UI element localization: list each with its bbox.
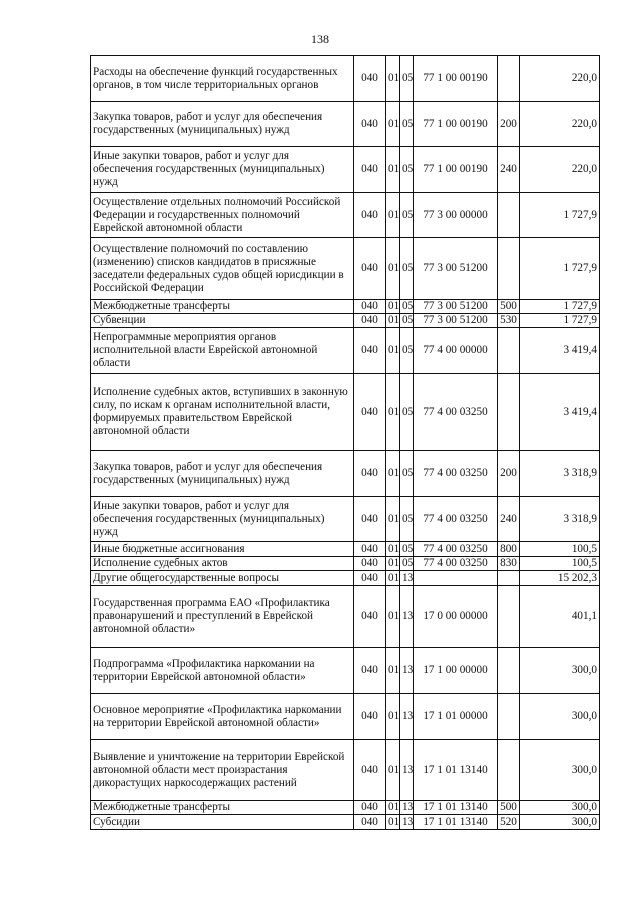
row-name-cell: Межбюджетные трансферты	[91, 801, 354, 815]
table-row	[91, 801, 600, 815]
row-admin-code-cell: 040	[354, 102, 386, 147]
row-expense-type-cell: 240	[498, 147, 520, 193]
row-admin-code-cell: 040	[354, 193, 386, 238]
table-row	[91, 557, 600, 571]
table-row	[91, 193, 600, 238]
row-target-article-cell: 77 1 00 00190	[414, 56, 498, 102]
row-admin-code-cell: 040	[354, 740, 386, 801]
row-subsection-cell: 13	[400, 740, 414, 801]
row-expense-type-cell	[498, 648, 520, 694]
row-amount-cell: 300,0	[520, 801, 600, 815]
row-target-article-cell: 77 3 00 51200	[414, 238, 498, 300]
table-row	[91, 451, 600, 497]
row-name-cell: Государственная программа ЕАО «Профилактика правонарушений и преступлений в Еврейской автономной области»	[91, 586, 354, 648]
table-row	[91, 238, 600, 300]
row-expense-type-cell: 200	[498, 451, 520, 497]
row-amount-cell: 300,0	[520, 740, 600, 801]
row-section-cell: 01	[386, 328, 400, 374]
table-row	[91, 497, 600, 542]
row-target-article-cell: 77 4 00 00000	[414, 328, 498, 374]
row-admin-code-cell: 040	[354, 801, 386, 815]
row-subsection-cell: 13	[400, 694, 414, 740]
row-target-article-cell: 17 1 00 00000	[414, 648, 498, 694]
row-admin-code-cell: 040	[354, 557, 386, 571]
row-subsection-cell: 05	[400, 56, 414, 102]
row-admin-code-cell: 040	[354, 497, 386, 542]
row-subsection-cell: 05	[400, 451, 414, 497]
row-amount-cell: 3 419,4	[520, 328, 600, 374]
row-target-article-cell: 17 1 01 00000	[414, 694, 498, 740]
page-number: 138	[311, 32, 329, 46]
row-admin-code-cell: 040	[354, 56, 386, 102]
row-expense-type-cell: 830	[498, 557, 520, 571]
table-row	[91, 815, 600, 830]
row-subsection-cell: 05	[400, 238, 414, 300]
row-section-cell: 01	[386, 801, 400, 815]
row-name-cell: Непрограммные мероприятия органов исполнительной власти Еврейской автономной области	[91, 328, 354, 374]
row-amount-cell: 220,0	[520, 56, 600, 102]
row-amount-cell: 100,5	[520, 557, 600, 571]
row-name-cell: Другие общегосударственные вопросы	[91, 571, 354, 586]
row-amount-cell: 100,5	[520, 542, 600, 557]
row-section-cell: 01	[386, 740, 400, 801]
table-row	[91, 740, 600, 801]
row-admin-code-cell: 040	[354, 238, 386, 300]
row-name-cell: Исполнение судебных актов	[91, 557, 354, 571]
row-subsection-cell: 05	[400, 542, 414, 557]
row-target-article-cell: 77 1 00 00190	[414, 102, 498, 147]
row-subsection-cell: 05	[400, 193, 414, 238]
row-expense-type-cell	[498, 586, 520, 648]
row-amount-cell: 1 727,9	[520, 314, 600, 328]
row-subsection-cell: 13	[400, 571, 414, 586]
row-subsection-cell: 05	[400, 314, 414, 328]
table-row	[91, 586, 600, 648]
row-subsection-cell: 05	[400, 374, 414, 451]
row-name-cell: Субсидии	[91, 815, 354, 830]
row-section-cell: 01	[386, 102, 400, 147]
row-name-cell: Субвенции	[91, 314, 354, 328]
row-target-article-cell: 17 1 01 13140	[414, 740, 498, 801]
table-row	[91, 542, 600, 557]
table-row	[91, 648, 600, 694]
row-section-cell: 01	[386, 648, 400, 694]
row-target-article-cell: 77 4 00 03250	[414, 542, 498, 557]
row-expense-type-cell	[498, 328, 520, 374]
row-subsection-cell: 13	[400, 648, 414, 694]
row-target-article-cell: 17 1 01 13140	[414, 815, 498, 830]
row-section-cell: 01	[386, 374, 400, 451]
row-section-cell: 01	[386, 542, 400, 557]
row-admin-code-cell: 040	[354, 648, 386, 694]
row-amount-cell: 15 202,3	[520, 571, 600, 586]
row-subsection-cell: 05	[400, 557, 414, 571]
row-target-article-cell: 77 4 00 03250	[414, 451, 498, 497]
budget-table	[90, 55, 600, 830]
table-row	[91, 328, 600, 374]
row-target-article-cell: 77 4 00 03250	[414, 374, 498, 451]
row-admin-code-cell: 040	[354, 542, 386, 557]
row-target-article-cell: 77 4 00 03250	[414, 557, 498, 571]
row-admin-code-cell: 040	[354, 586, 386, 648]
table-row	[91, 571, 600, 586]
row-amount-cell: 3 318,9	[520, 451, 600, 497]
row-section-cell: 01	[386, 314, 400, 328]
row-admin-code-cell: 040	[354, 571, 386, 586]
row-admin-code-cell: 040	[354, 374, 386, 451]
row-name-cell: Закупка товаров, работ и услуг для обеспечения государственных (муниципальных) нужд	[91, 102, 354, 147]
row-amount-cell: 300,0	[520, 815, 600, 830]
row-subsection-cell: 05	[400, 328, 414, 374]
row-admin-code-cell: 040	[354, 147, 386, 193]
row-admin-code-cell: 040	[354, 451, 386, 497]
row-target-article-cell	[414, 571, 498, 586]
row-name-cell: Выявление и уничтожение на территории Еврейской автономной области мест произрастания дикорастущих наркосодержащих растений	[91, 740, 354, 801]
row-admin-code-cell: 040	[354, 314, 386, 328]
row-expense-type-cell: 240	[498, 497, 520, 542]
row-admin-code-cell: 040	[354, 694, 386, 740]
row-section-cell: 01	[386, 451, 400, 497]
row-amount-cell: 401,1	[520, 586, 600, 648]
table-row	[91, 147, 600, 193]
row-target-article-cell: 77 4 00 03250	[414, 497, 498, 542]
row-subsection-cell: 13	[400, 801, 414, 815]
row-name-cell: Иные закупки товаров, работ и услуг для обеспечения государственных (муниципальных) нужд	[91, 147, 354, 193]
row-section-cell: 01	[386, 694, 400, 740]
row-name-cell: Осуществление полномочий по составлению (изменению) списков кандидатов в присяжные заседатели федеральных судов общей юрисдикции в Российской Федерации	[91, 238, 354, 300]
table-row	[91, 374, 600, 451]
row-name-cell: Исполнение судебных актов, вступивших в законную силу, по искам к органам исполнительной власти, формируемых правительством Еврейской автономной области	[91, 374, 354, 451]
row-expense-type-cell	[498, 193, 520, 238]
row-section-cell: 01	[386, 147, 400, 193]
row-amount-cell: 220,0	[520, 102, 600, 147]
row-expense-type-cell	[498, 374, 520, 451]
table-row	[91, 56, 600, 102]
row-amount-cell: 1 727,9	[520, 300, 600, 314]
row-amount-cell: 1 727,9	[520, 238, 600, 300]
row-expense-type-cell: 500	[498, 300, 520, 314]
row-section-cell: 01	[386, 557, 400, 571]
row-expense-type-cell: 520	[498, 815, 520, 830]
row-name-cell: Закупка товаров, работ и услуг для обеспечения государственных (муниципальных) нужд	[91, 451, 354, 497]
row-amount-cell: 1 727,9	[520, 193, 600, 238]
table-row	[91, 694, 600, 740]
row-amount-cell: 3 419,4	[520, 374, 600, 451]
row-section-cell: 01	[386, 56, 400, 102]
row-name-cell: Межбюджетные трансферты	[91, 300, 354, 314]
row-target-article-cell: 77 1 00 00190	[414, 147, 498, 193]
table-row	[91, 314, 600, 328]
row-amount-cell: 220,0	[520, 147, 600, 193]
row-amount-cell: 3 318,9	[520, 497, 600, 542]
row-section-cell: 01	[386, 586, 400, 648]
row-expense-type-cell	[498, 238, 520, 300]
row-subsection-cell: 05	[400, 147, 414, 193]
row-name-cell: Основное мероприятие «Профилактика наркомании на территории Еврейской автономной области»	[91, 694, 354, 740]
table-row	[91, 102, 600, 147]
row-admin-code-cell: 040	[354, 815, 386, 830]
row-section-cell: 01	[386, 571, 400, 586]
row-expense-type-cell: 530	[498, 314, 520, 328]
row-target-article-cell: 17 0 00 00000	[414, 586, 498, 648]
row-expense-type-cell	[498, 740, 520, 801]
row-section-cell: 01	[386, 815, 400, 830]
row-target-article-cell: 77 3 00 51200	[414, 300, 498, 314]
row-expense-type-cell	[498, 56, 520, 102]
row-subsection-cell: 13	[400, 586, 414, 648]
row-section-cell: 01	[386, 193, 400, 238]
row-amount-cell: 300,0	[520, 694, 600, 740]
row-target-article-cell: 77 3 00 51200	[414, 314, 498, 328]
row-amount-cell: 300,0	[520, 648, 600, 694]
row-expense-type-cell: 500	[498, 801, 520, 815]
row-subsection-cell: 05	[400, 497, 414, 542]
row-name-cell: Иные бюджетные ассигнования	[91, 542, 354, 557]
row-name-cell: Осуществление отдельных полномочий Российской Федерации и государственных полномочий Еврейской автономной области	[91, 193, 354, 238]
row-subsection-cell: 05	[400, 102, 414, 147]
row-target-article-cell: 77 3 00 00000	[414, 193, 498, 238]
row-name-cell: Подпрограмма «Профилактика наркомании на территории Еврейской автономной области»	[91, 648, 354, 694]
table-row	[91, 300, 600, 314]
row-section-cell: 01	[386, 238, 400, 300]
row-target-article-cell: 17 1 01 13140	[414, 801, 498, 815]
row-section-cell: 01	[386, 300, 400, 314]
row-admin-code-cell: 040	[354, 328, 386, 374]
row-name-cell: Иные закупки товаров, работ и услуг для обеспечения государственных (муниципальных) нужд	[91, 497, 354, 542]
row-expense-type-cell: 800	[498, 542, 520, 557]
row-expense-type-cell	[498, 694, 520, 740]
row-admin-code-cell: 040	[354, 300, 386, 314]
row-subsection-cell: 05	[400, 300, 414, 314]
row-expense-type-cell: 200	[498, 102, 520, 147]
row-subsection-cell: 13	[400, 815, 414, 830]
row-name-cell: Расходы на обеспечение функций государственных органов, в том числе территориальных органов	[91, 56, 354, 102]
budget-table-body	[91, 56, 600, 830]
row-expense-type-cell	[498, 571, 520, 586]
row-section-cell: 01	[386, 497, 400, 542]
